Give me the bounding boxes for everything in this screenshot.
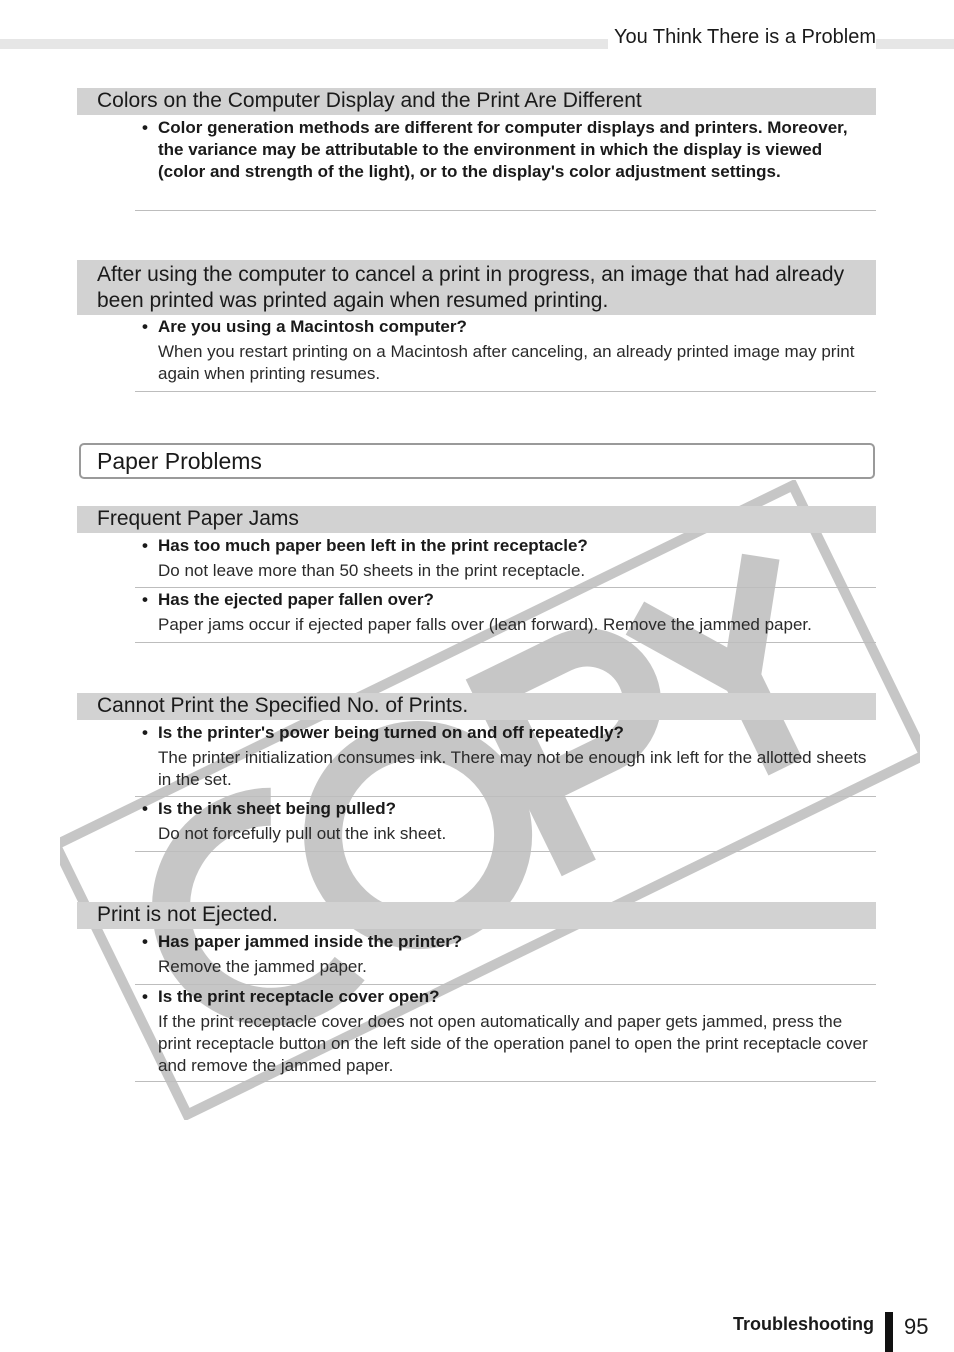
section-heading-cannot-print: Cannot Print the Specified No. of Prints.: [77, 693, 876, 720]
item-question: • Is the ink sheet being pulled?: [158, 798, 868, 820]
list-item: [135, 117, 876, 211]
section-heading-cancel-print: After using the computer to cancel a print in progress, an image that had already been printed was printed again when resumed printing.: [77, 260, 876, 315]
item-answer: Do not leave more than 50 sheets in the print receptacle.: [158, 561, 586, 580]
footer-section-label: Troubleshooting: [733, 1314, 874, 1334]
item-question: • Has paper jammed inside the printer?: [158, 931, 868, 953]
paper-problems-title: Paper Problems: [79, 443, 875, 479]
list-item: [135, 722, 876, 797]
item-answer: If the print receptacle cover does not open automatically and paper gets jammed, press the print receptacle button on the left side of the operation panel to open the print receptacle cover and remove the jammed paper.: [158, 1012, 868, 1075]
item-answer: When you restart printing on a Macintosh after canceling, an already printed image may print again when printing resumes.: [158, 342, 855, 383]
running-header: You Think There is a Problem: [608, 26, 876, 49]
item-question: • Is the printer's power being turned on and off repeatedly?: [158, 722, 868, 744]
item-question: • Color generation methods are different for computer displays and printers. Moreover, the variance may be attributable to the environment in which the display is viewed (color and strength of the light), or to the display's color adjustment settings.: [158, 117, 868, 183]
item-question: • Is the print receptacle cover open?: [158, 986, 868, 1008]
list-item: [135, 589, 876, 643]
item-answer: Remove the jammed paper.: [158, 957, 367, 976]
item-answer: Paper jams occur if ejected paper falls over (lean forward). Remove the jammed paper.: [158, 615, 812, 634]
list-item: [135, 798, 876, 852]
page-number: 95: [904, 1314, 929, 1339]
footer-divider: [885, 1312, 893, 1352]
list-item: [135, 986, 876, 1082]
item-question: • Are you using a Macintosh computer?: [158, 316, 868, 338]
list-item: [135, 535, 876, 588]
item-answer: The printer initialization consumes ink. There may not be enough ink left for the allotted sheets in the set.: [158, 748, 867, 789]
item-question: • Has the ejected paper fallen over?: [158, 589, 868, 611]
section-heading-colors: Colors on the Computer Display and the Print Are Different: [77, 88, 876, 115]
item-question: • Has too much paper been left in the print receptacle?: [158, 535, 868, 557]
section-heading-not-ejected: Print is not Ejected.: [77, 902, 876, 929]
item-answer: Do not forcefully pull out the ink sheet.: [158, 824, 447, 843]
list-item: [135, 931, 876, 985]
list-item: [135, 316, 876, 392]
section-heading-paper-jams: Frequent Paper Jams: [77, 506, 876, 533]
